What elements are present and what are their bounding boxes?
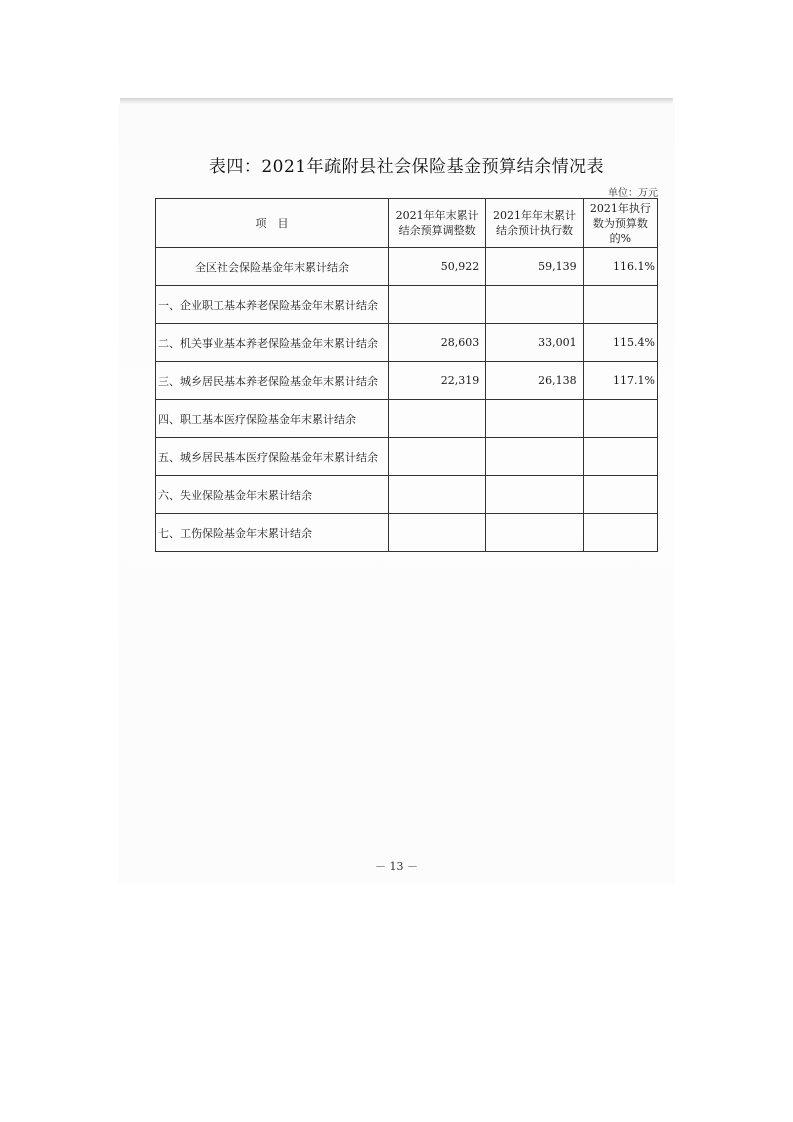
unit-label: 单位：万元	[608, 188, 658, 199]
table-row	[156, 514, 658, 552]
table-row	[156, 362, 658, 400]
row-budget	[388, 514, 485, 552]
row-ratio: 116.1%	[583, 248, 657, 286]
row-ratio	[583, 476, 657, 514]
row-budget	[388, 400, 485, 438]
row-budget	[388, 286, 485, 324]
page-title: 表四：2021年疏附县社会保险基金预算结余情况表	[208, 157, 605, 177]
row-execution	[486, 514, 583, 552]
table-row	[156, 476, 658, 514]
header-execution: 2021年年末累计结余预计执行数	[486, 199, 583, 248]
row-item: 全区社会保险基金年末累计结余	[156, 248, 389, 286]
row-budget: 28,603	[388, 324, 485, 362]
table-row	[156, 324, 658, 362]
row-item: 七、工伤保险基金年末累计结余	[156, 514, 389, 552]
row-ratio: 117.1%	[583, 362, 657, 400]
row-budget	[388, 476, 485, 514]
header-budget: 2021年年末累计结余预算调整数	[388, 199, 485, 248]
table-row-total	[156, 248, 658, 286]
table-header-row	[156, 199, 658, 248]
row-budget	[388, 438, 485, 476]
row-item: 一、企业职工基本养老保险基金年末累计结余	[156, 286, 389, 324]
row-execution: 59,139	[486, 248, 583, 286]
row-item: 五、城乡居民基本医疗保险基金年末累计结余	[156, 438, 389, 476]
row-ratio: 115.4%	[583, 324, 657, 362]
row-ratio	[583, 400, 657, 438]
row-execution: 33,001	[486, 324, 583, 362]
table-row	[156, 438, 658, 476]
row-budget: 22,319	[388, 362, 485, 400]
row-ratio	[583, 438, 657, 476]
budget-balance-table	[155, 198, 658, 552]
row-item: 六、失业保险基金年末累计结余	[156, 476, 389, 514]
table-row	[156, 400, 658, 438]
page-number: － 13 －	[375, 860, 418, 873]
row-ratio	[583, 514, 657, 552]
row-execution	[486, 286, 583, 324]
row-execution	[486, 476, 583, 514]
row-budget: 50,922	[388, 248, 485, 286]
row-item: 四、职工基本医疗保险基金年末累计结余	[156, 400, 389, 438]
header-ratio: 2021年执行数为预算数的%	[583, 199, 657, 248]
row-execution	[486, 400, 583, 438]
table-row	[156, 286, 658, 324]
row-item: 三、城乡居民基本养老保险基金年末累计结余	[156, 362, 389, 400]
header-item: 项 目	[156, 199, 389, 248]
row-item: 二、机关事业基本养老保险基金年末累计结余	[156, 324, 389, 362]
row-execution	[486, 438, 583, 476]
row-execution: 26,138	[486, 362, 583, 400]
row-ratio	[583, 286, 657, 324]
